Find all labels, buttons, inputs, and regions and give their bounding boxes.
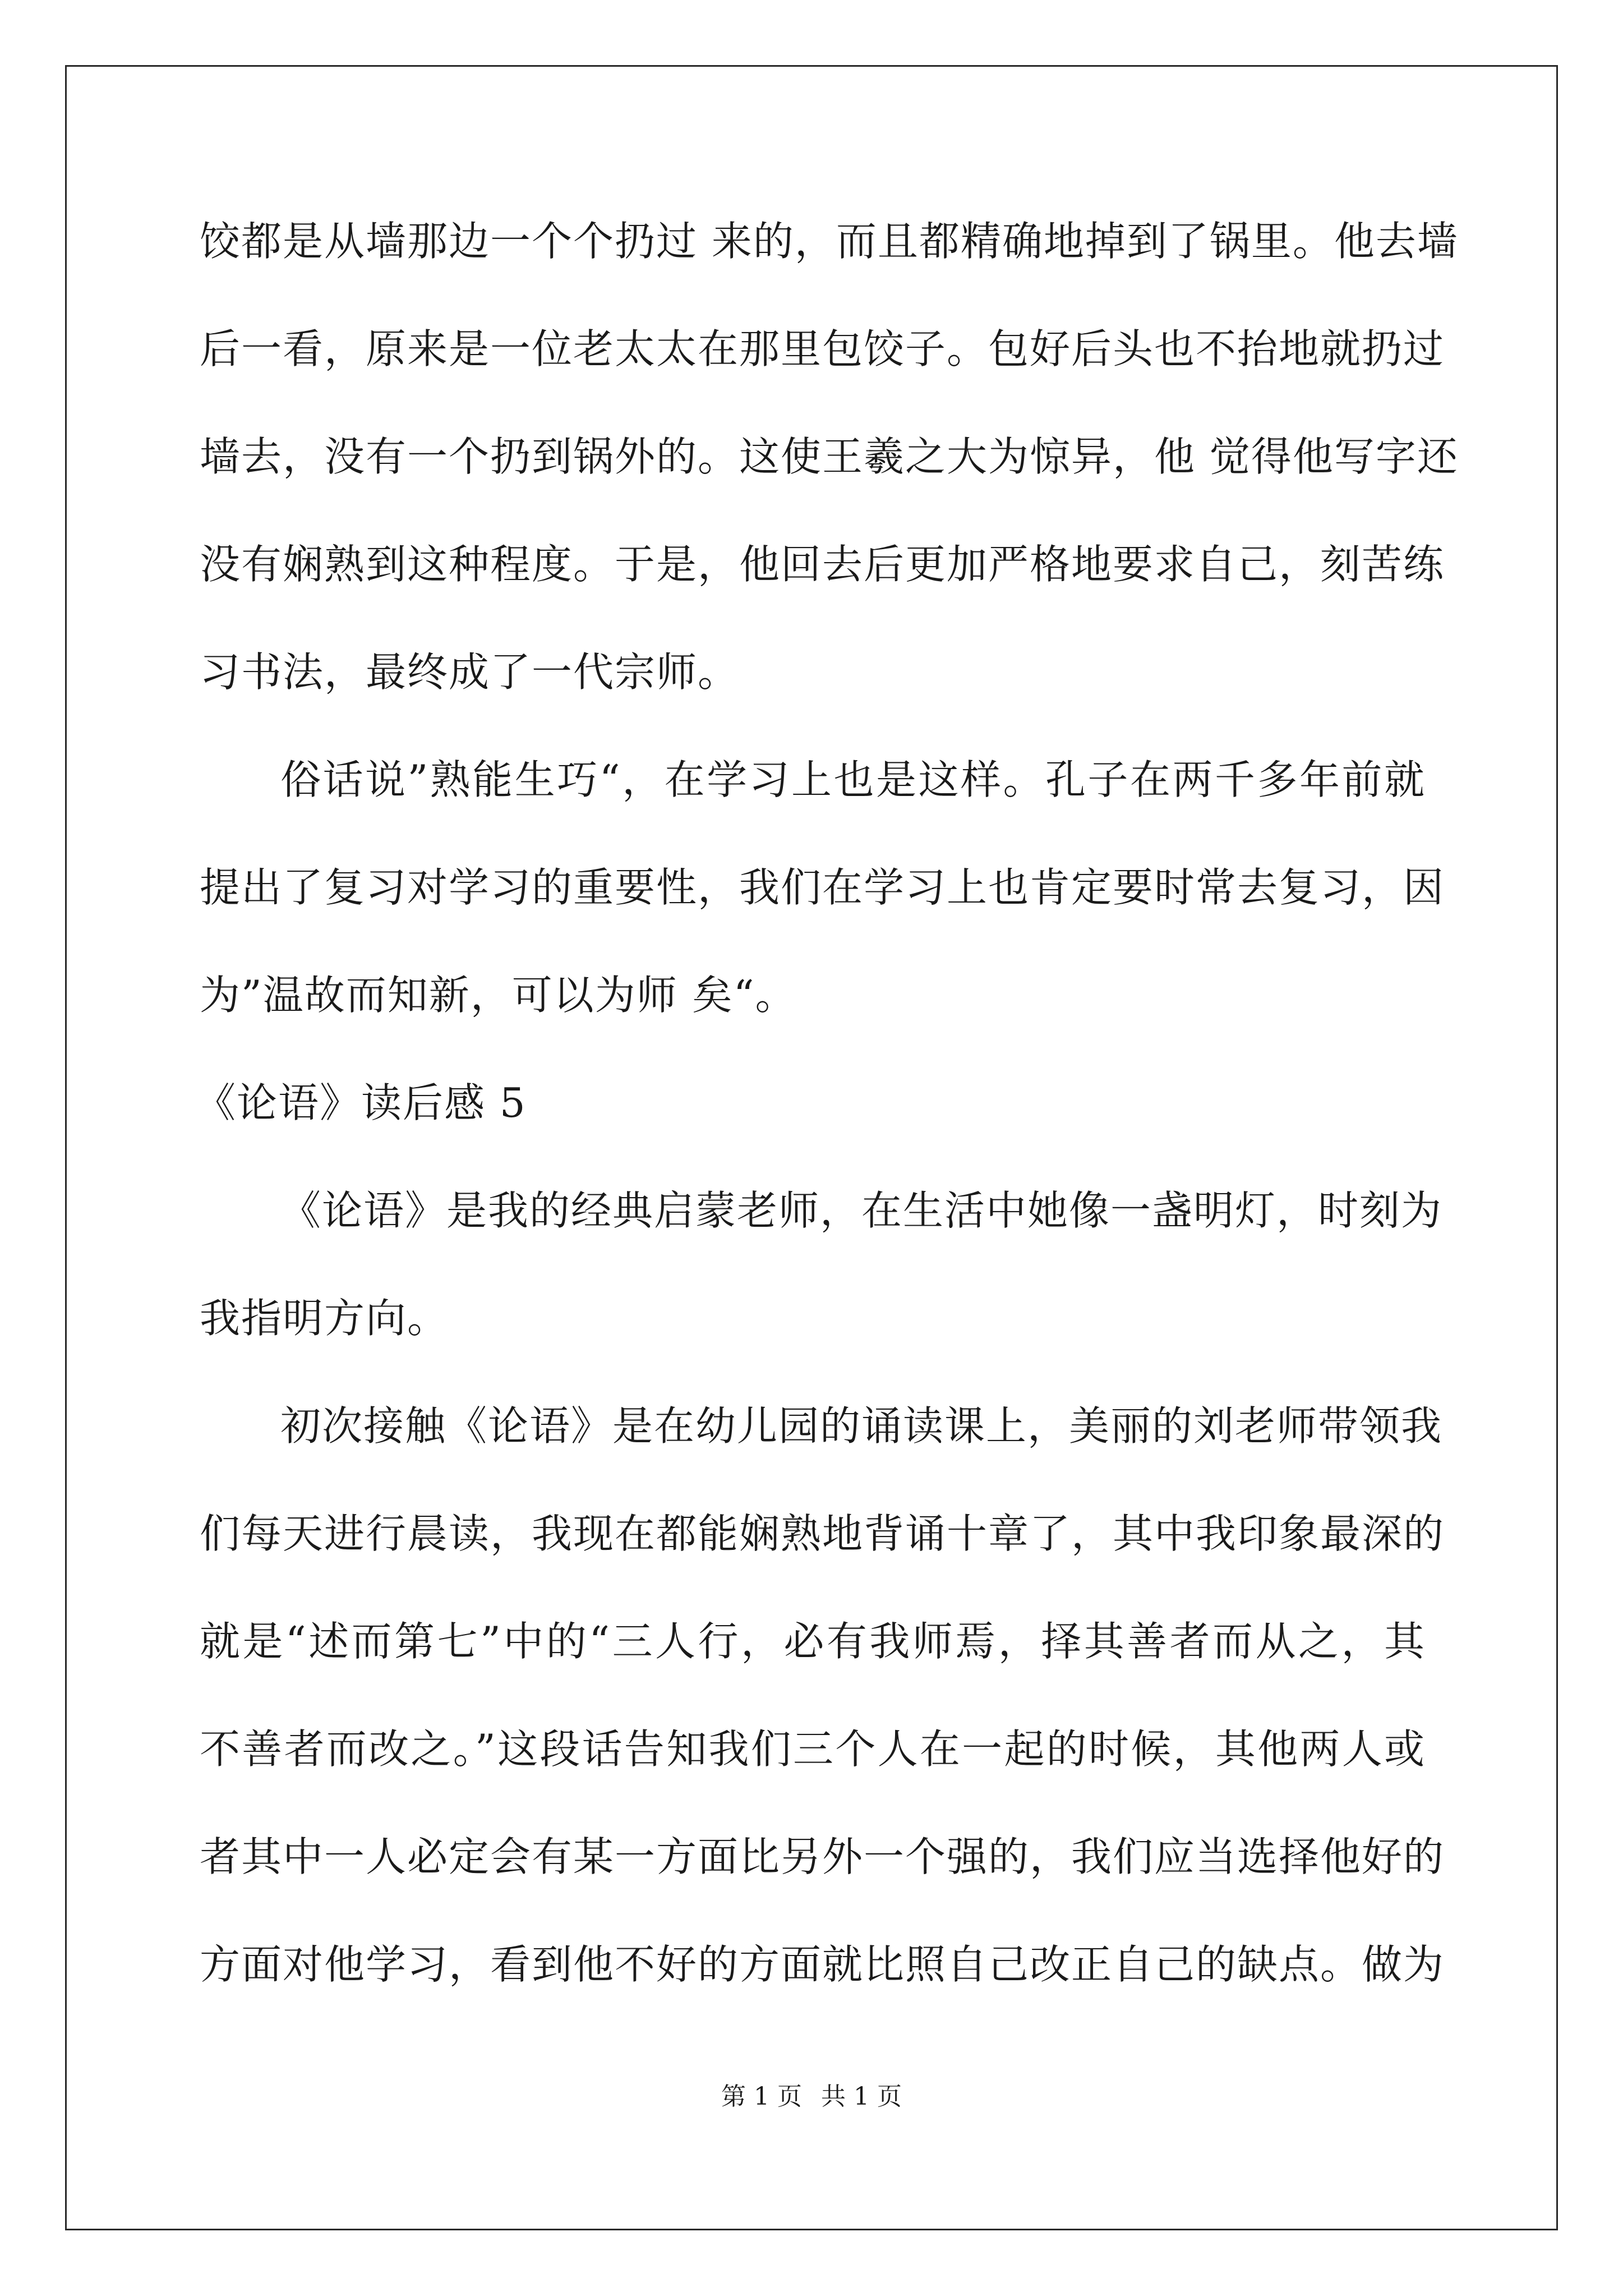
text-line: 者其中一人必定会有某一方面比另外一个强的，我们应当选择他好的	[200, 1833, 1445, 1880]
text-line: 方面对他学习，看到他不好的方面就比照自己改正自己的缺点。做为	[200, 1941, 1445, 1988]
text-line: 不善者而改之。”这段话告知我们三个人在一起的时候，其他两人或	[200, 1726, 1426, 1773]
text-line: 习书法，最终成了一代宗师。	[200, 648, 740, 696]
paragraph-start-line: 《论语》是我的经典启蒙老师，在生活中她像一盏明灯，时刻为	[280, 1187, 1443, 1234]
paragraph-start-line: 俗话说”熟能生巧“，在学习上也是这样。孔子在两千多年前就	[280, 756, 1426, 803]
text-line: 饺都是从墙那边一个个扔过 来的，而且都精确地掉到了锅里。他去墙	[200, 218, 1459, 265]
text-line: 墙去，没有一个扔到锅外的。这使王羲之大为惊异，他 觉得他写字还	[200, 433, 1459, 480]
text-line: 为”温故而知新，可以为师 矣“。	[200, 972, 797, 1019]
page-total: 共 1 页	[821, 2082, 902, 2111]
page-number: 第 1 页	[721, 2082, 802, 2111]
text-line: 们每天进行晨读，我现在都能娴熟地背诵十章了，其中我印象最深的	[200, 1510, 1445, 1557]
document-body	[195, 208, 1459, 2039]
section-heading: 《论语》读后感 5	[195, 1079, 527, 1126]
text-line: 没有娴熟到这种程度。于是，他回去后更加严格地要求自己，刻苦练	[200, 541, 1445, 588]
paragraph-start-line: 初次接触《论语》是在幼儿园的诵读课上，美丽的刘老师带领我	[280, 1402, 1443, 1450]
text-line: 就是“述而第七”中的“三人行，必有我师焉，择其善者而从之，其	[200, 1618, 1426, 1665]
page-footer	[0, 2080, 1623, 2114]
text-line: 后一看，原来是一位老太太在那里包饺子。包好后头也不抬地就扔过	[200, 325, 1445, 372]
text-line: 我指明方向。	[200, 1295, 449, 1342]
text-line: 提出了复习对学习的重要性，我们在学习上也肯定要时常去复习，因	[200, 864, 1445, 911]
